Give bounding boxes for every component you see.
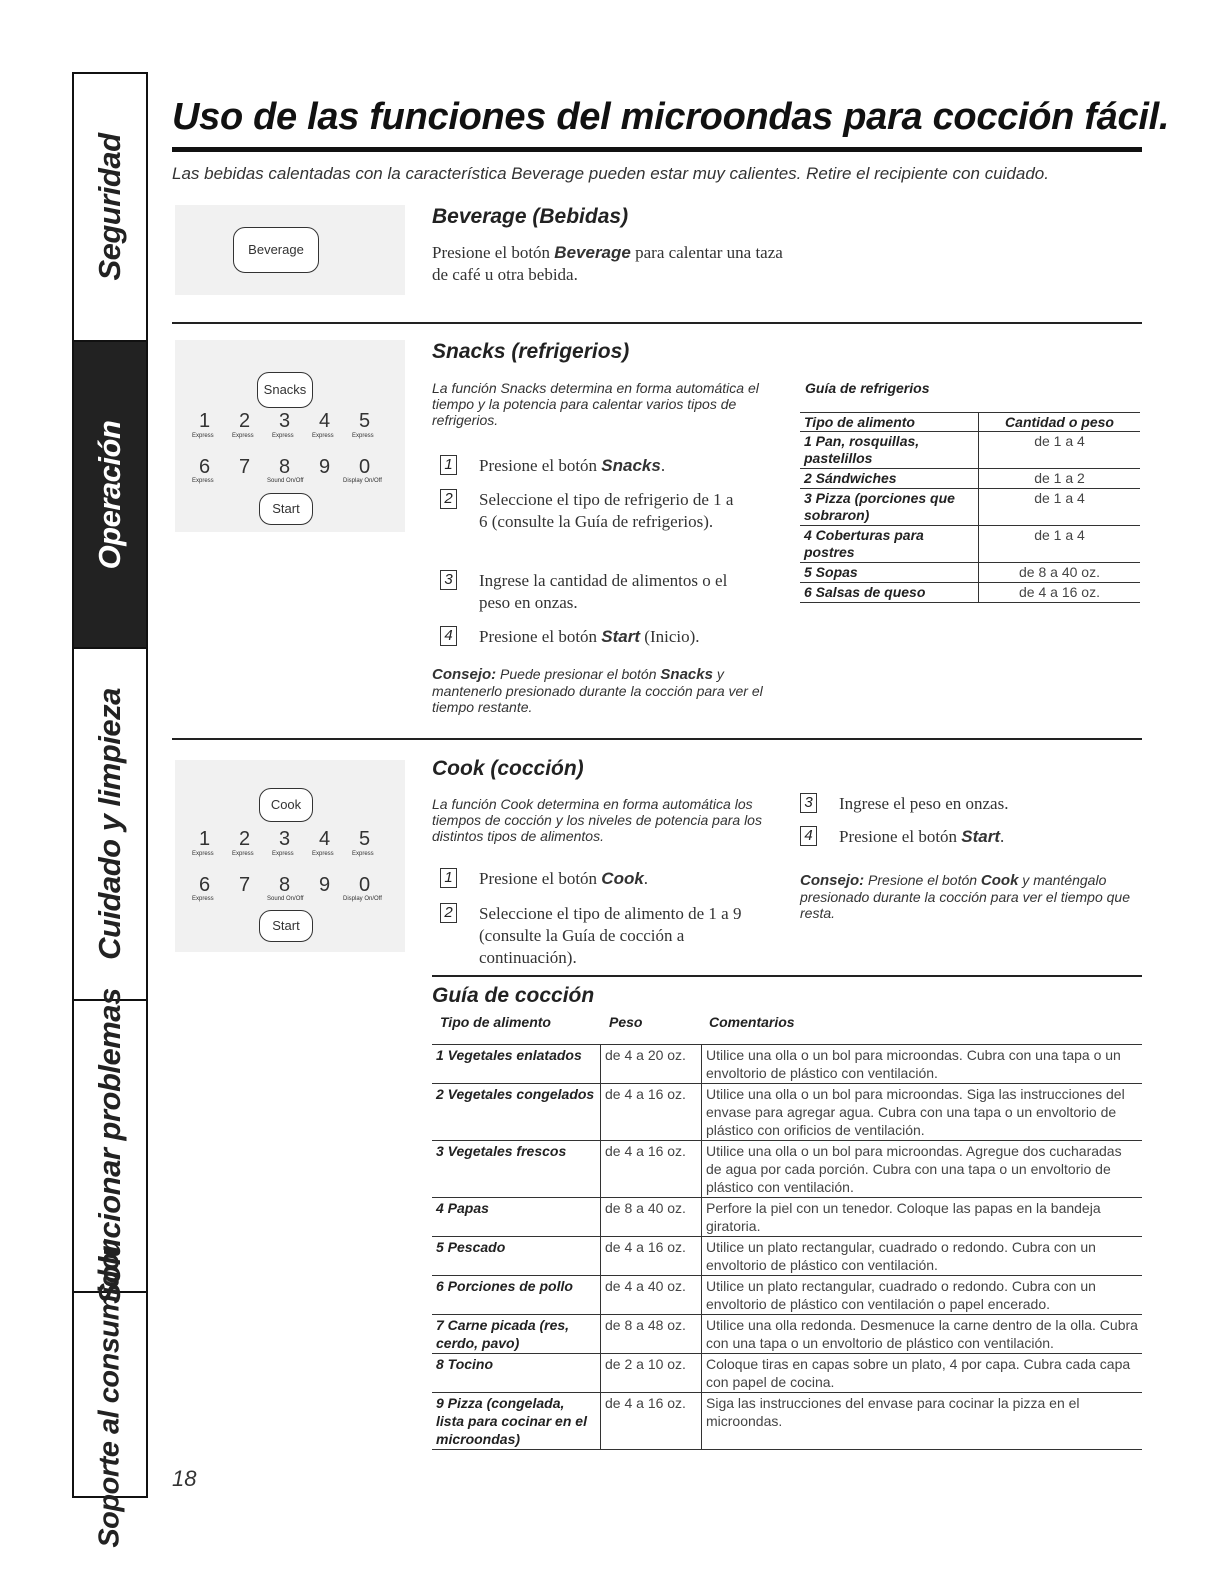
step-text: Presione el botón <box>839 827 962 846</box>
comments: Coloque tiras en capas sobre un plato, 4 por capa. Cubra cada capa con papel de cocina. <box>702 1354 1143 1393</box>
weight: de 8 a 40 oz. <box>601 1198 702 1237</box>
step-text-bold: Cook <box>601 869 644 888</box>
snacks-guide-table <box>800 412 1140 603</box>
table-row <box>432 1393 1142 1450</box>
key-4[interactable]: 4 <box>319 828 331 850</box>
column-header: Cantidad o peso <box>979 413 1141 432</box>
food-type: 3 Vegetales frescos <box>432 1141 601 1198</box>
step-number: 3 <box>800 793 817 813</box>
table-row <box>800 489 1140 526</box>
comments: Utilice un plato rectangular, cuadrado o redondo. Cubra con un envoltorio de plástico con ventilación. <box>702 1237 1143 1276</box>
beverage-text <box>432 242 792 286</box>
key-2[interactable]: 2 <box>239 828 251 850</box>
weight: de 4 a 16 oz. <box>601 1393 702 1450</box>
weight: de 4 a 20 oz. <box>601 1045 702 1084</box>
key-0[interactable]: 0 <box>359 456 371 478</box>
section-divider <box>172 322 1142 324</box>
step-text: Seleccione el tipo de refrigerio de 1 a 6 (consulte la Guía de refrigerios). <box>479 490 734 531</box>
tip-text-bold: Snacks <box>660 666 713 683</box>
step-number: 2 <box>440 903 457 923</box>
beverage-text-bold: Beverage <box>554 243 631 262</box>
step-number: 1 <box>440 868 457 888</box>
quantity: de 1 a 2 <box>979 469 1141 489</box>
key-sublabel: Express <box>272 851 294 857</box>
start-button[interactable]: Start <box>259 493 313 525</box>
step-text: . <box>660 456 666 475</box>
step-text: (Inicio). <box>640 627 700 646</box>
food-type: 5 Pescado <box>432 1237 601 1276</box>
tip-label: Consejo: <box>432 666 497 683</box>
quantity: de 4 a 16 oz. <box>979 583 1141 603</box>
table-row <box>800 563 1140 583</box>
comments: Utilice una olla o un bol para microondas. Cubra con una tapa o un envoltorio de plástico con ventilación. <box>702 1045 1143 1084</box>
snacks-panel-illustration <box>175 340 405 532</box>
key-7[interactable]: 7 <box>239 456 251 478</box>
cook-intro: La función Cook determina en forma automática los tiempos de cocción y los niveles de potencia para los distintos tipos de alimentos. <box>432 796 762 844</box>
key-9[interactable]: 9 <box>319 874 331 896</box>
cook-button[interactable]: Cook <box>259 788 313 822</box>
tab-label: Solucionar problemas <box>92 988 127 1304</box>
step-number: 2 <box>440 489 457 509</box>
table-row <box>432 1198 1142 1237</box>
comments: Utilice un plato rectangular, cuadrado o redondo. Cubra con un envoltorio de plástico con ventilación o papel encerado. <box>702 1276 1143 1315</box>
snacks-tip <box>432 666 772 715</box>
step-number: 4 <box>800 826 817 846</box>
table-row <box>800 432 1140 469</box>
food-type: 4 Coberturas para postres <box>800 526 979 563</box>
tip-label: Consejo: <box>800 872 865 889</box>
food-type: 2 Sándwiches <box>800 469 979 489</box>
beverage-panel-illustration <box>175 205 405 295</box>
comments: Utilice una olla o un bol para microondas. Agregue dos cucharadas de agua por cada porción. Cubra con una tapa o un envoltorio de plástico con ventilación. <box>702 1141 1143 1198</box>
table-row <box>800 469 1140 489</box>
step-text: Ingrese el peso en onzas. <box>839 794 1009 813</box>
cook-panel-illustration <box>175 760 405 952</box>
key-6[interactable]: 6 <box>199 874 211 896</box>
start-button[interactable]: Start <box>259 910 313 942</box>
step-text: Seleccione el tipo de alimento de 1 a 9 (consulte la Guía de cocción a continuación). <box>479 904 742 967</box>
key-2[interactable]: 2 <box>239 410 251 432</box>
column-header-comments: Comentarios <box>709 1014 795 1030</box>
step-number: 3 <box>440 570 457 590</box>
cook-tip <box>800 872 1140 921</box>
step-text-bold: Snacks <box>601 456 661 475</box>
key-sublabel: Express <box>352 433 374 439</box>
key-sublabel: Display On/Off <box>343 478 382 484</box>
tab-soporte-al-consumidor[interactable] <box>74 1241 146 1548</box>
table-row <box>432 1084 1142 1141</box>
page-title: Uso de las funciones del microondas para cocción fácil. <box>172 96 1170 138</box>
key-sublabel: Express <box>312 851 334 857</box>
table-row <box>800 526 1140 563</box>
food-type: 5 Sopas <box>800 563 979 583</box>
key-sublabel: Express <box>352 851 374 857</box>
key-sublabel: Express <box>192 433 214 439</box>
table-row <box>432 1141 1142 1198</box>
comments: Utilice una olla o un bol para microondas. Siga las instrucciones del envase para agregar agua. Cubra con una tapa o un envoltorio de plástico con orificios de ventilación. <box>702 1084 1143 1141</box>
key-sublabel: Express <box>192 851 214 857</box>
quantity: de 1 a 4 <box>979 489 1141 526</box>
table-row <box>432 1045 1142 1084</box>
section-tabs <box>72 72 148 1548</box>
food-type: 6 Salsas de queso <box>800 583 979 603</box>
key-4[interactable]: 4 <box>319 410 331 432</box>
beverage-button[interactable]: Beverage <box>233 227 319 273</box>
step-text: Presione el botón <box>479 869 602 888</box>
weight: de 2 a 10 oz. <box>601 1354 702 1393</box>
step-text-bold: Start <box>961 827 1001 846</box>
warning-text: Las bebidas calentadas con la característica Beverage pueden estar muy calientes. Retire el recipiente con cuidado. <box>172 164 1049 183</box>
cook-guide-title: Guía de cocción <box>432 984 595 1007</box>
weight: de 4 a 16 oz. <box>601 1084 702 1141</box>
snacks-guide-title: Guía de refrigerios <box>805 380 930 396</box>
key-8[interactable]: 8 <box>279 874 291 896</box>
column-header-weight: Peso <box>609 1014 643 1030</box>
beverage-text-post: para calentar una taza de café u otra bebida. <box>432 243 783 284</box>
tab-label: Soporte al consumidor <box>93 1241 126 1548</box>
beverage-text-pre: Presione el botón <box>432 243 555 262</box>
table-row <box>432 1315 1142 1354</box>
step-text: Presione el botón <box>479 627 602 646</box>
beverage-heading: Beverage (Bebidas) <box>432 205 629 228</box>
key-sublabel: Express <box>232 433 254 439</box>
tab-operacion[interactable] <box>74 342 146 649</box>
key-sublabel: Express <box>192 478 214 484</box>
key-sublabel: Display On/Off <box>343 896 382 902</box>
food-type: 4 Papas <box>432 1198 601 1237</box>
cook-guide-table <box>432 1044 1142 1450</box>
snacks-intro: La función Snacks determina en forma automática el tiempo y la potencia para calentar varios tipos de refrigerios. <box>432 380 759 428</box>
food-type: 2 Vegetales congelados <box>432 1084 601 1141</box>
column-header-food: Tipo de alimento <box>440 1014 551 1030</box>
key-sublabel: Express <box>312 433 334 439</box>
key-sublabel: Sound On/Off <box>267 896 304 902</box>
key-sublabel: Sound On/Off <box>267 478 304 484</box>
key-sublabel: Express <box>192 896 214 902</box>
tab-cuidado-y-limpieza[interactable] <box>74 649 146 1001</box>
tip-text: y manténgalo presionado durante la cocción para ver el tiempo que resta. <box>800 872 1130 921</box>
snacks-button[interactable]: Snacks <box>257 372 313 408</box>
cook-heading: Cook (cocción) <box>432 757 584 780</box>
tip-text-bold: Cook <box>980 872 1019 889</box>
step-text: Ingrese la cantidad de alimentos o el peso en onzas. <box>479 571 728 612</box>
table-row <box>432 1237 1142 1276</box>
food-type: 1 Vegetales enlatados <box>432 1045 601 1084</box>
tab-label: Seguridad <box>92 133 127 281</box>
table-row <box>800 583 1140 603</box>
step-number: 4 <box>440 626 457 646</box>
step-text: . <box>1000 827 1005 846</box>
weight: de 4 a 16 oz. <box>601 1237 702 1276</box>
comments: Perfore la piel con un tenedor. Coloque las papas en la bandeja giratoria. <box>702 1198 1143 1237</box>
key-7[interactable]: 7 <box>239 874 251 896</box>
food-type: 6 Porciones de pollo <box>432 1276 601 1315</box>
tip-text: Presione el botón <box>864 872 981 888</box>
tip-text: y mantenerlo presionado durante la cocción para ver el tiempo restante. <box>432 666 763 715</box>
comments: Utilice una olla redonda. Desmenuce la carne dentro de la olla. Cubra con una tapa o un envoltorio de plástico con ventilación. <box>702 1315 1143 1354</box>
key-sublabel: Express <box>232 851 254 857</box>
title-rule <box>172 147 1142 152</box>
key-3[interactable]: 3 <box>279 828 291 850</box>
quantity: de 8 a 40 oz. <box>979 563 1141 583</box>
step-number: 1 <box>440 455 457 475</box>
tab-label: Operación <box>92 420 127 569</box>
key-8[interactable]: 8 <box>279 456 291 478</box>
step-text: . <box>643 869 649 888</box>
table-row <box>432 1354 1142 1393</box>
tab-seguridad[interactable] <box>74 74 146 342</box>
weight: de 4 a 40 oz. <box>601 1276 702 1315</box>
food-type: 7 Carne picada (res, cerdo, pavo) <box>432 1315 601 1354</box>
key-5[interactable]: 5 <box>359 410 371 432</box>
page-number: 18 <box>172 1466 197 1491</box>
weight: de 8 a 48 oz. <box>601 1315 702 1354</box>
key-sublabel: Express <box>272 433 294 439</box>
key-3[interactable]: 3 <box>279 410 291 432</box>
snacks-heading: Snacks (refrigerios) <box>432 340 630 363</box>
key-1[interactable]: 1 <box>199 410 211 432</box>
step-text: Presione el botón <box>479 456 602 475</box>
section-divider <box>172 738 1142 740</box>
quantity: de 1 a 4 <box>979 526 1141 563</box>
weight: de 4 a 16 oz. <box>601 1141 702 1198</box>
key-1[interactable]: 1 <box>199 828 211 850</box>
tab-label: Cuidado y limpieza <box>92 688 127 960</box>
comments: Siga las instrucciones del envase para cocinar la pizza en el microondas. <box>702 1393 1143 1450</box>
food-type: 1 Pan, rosquillas, pastelillos <box>800 432 979 469</box>
key-9[interactable]: 9 <box>319 456 331 478</box>
column-header: Tipo de alimento <box>800 413 979 432</box>
key-0[interactable]: 0 <box>359 874 371 896</box>
food-type: 8 Tocino <box>432 1354 601 1393</box>
cook-guide-rule <box>432 975 1142 977</box>
key-6[interactable]: 6 <box>199 456 211 478</box>
quantity: de 1 a 4 <box>979 432 1141 469</box>
table-row <box>432 1276 1142 1315</box>
food-type: 9 Pizza (congelada, lista para cocinar en el microondas) <box>432 1393 601 1450</box>
key-5[interactable]: 5 <box>359 828 371 850</box>
table-header-row <box>800 413 1140 432</box>
tip-text: Puede presionar el botón <box>496 666 661 682</box>
food-type: 3 Pizza (porciones que sobraron) <box>800 489 979 526</box>
step-text-bold: Start <box>601 627 641 646</box>
